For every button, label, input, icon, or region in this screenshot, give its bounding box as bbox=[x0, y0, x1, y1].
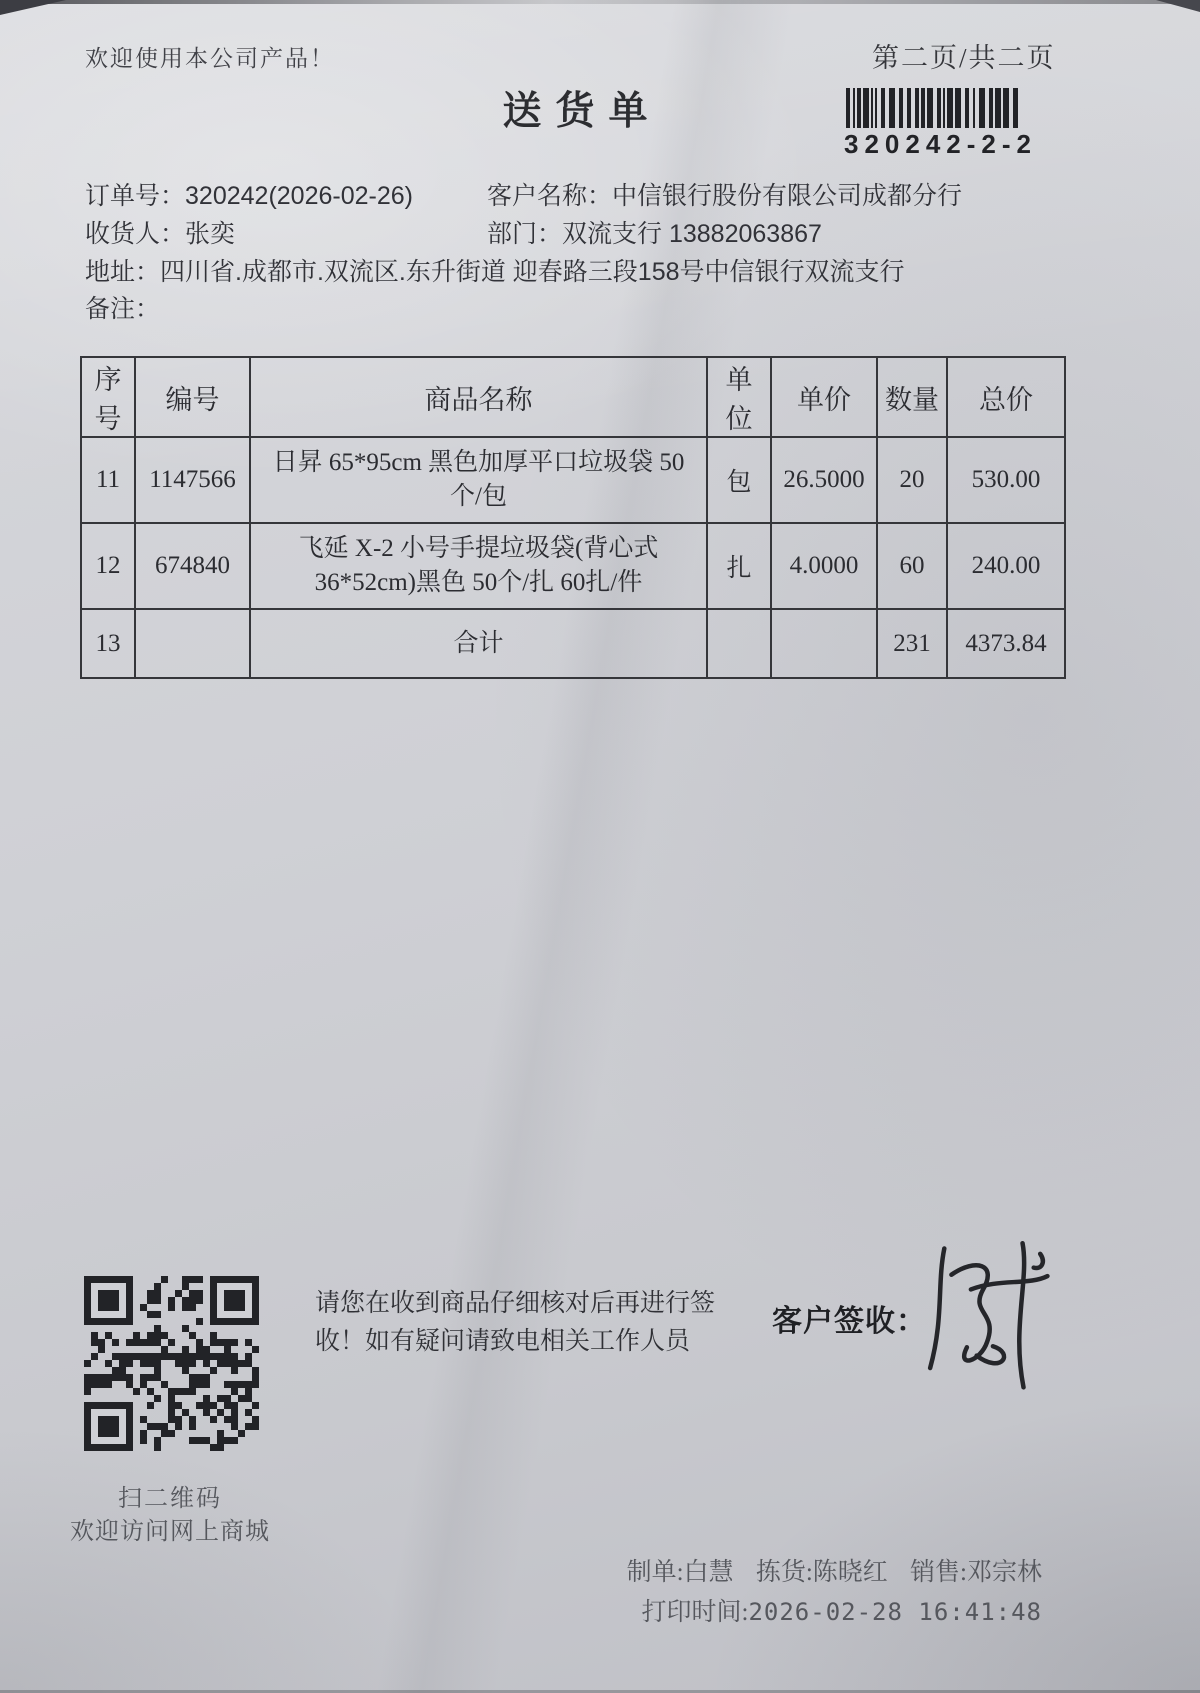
col-header-qty: 数量 bbox=[877, 357, 947, 437]
print-time-label: 打印时间: bbox=[641, 1599, 749, 1626]
picker-text: 拣货:陈晓红 bbox=[755, 1559, 888, 1586]
cell-unit: 包 bbox=[707, 437, 771, 523]
cell-qty: 60 bbox=[877, 523, 947, 609]
department-line bbox=[487, 214, 822, 250]
cell-total: 4373.84 bbox=[947, 609, 1065, 678]
sign-instruction-line1: 请您在收到商品仔细核对后再进行签 bbox=[315, 1289, 716, 1317]
remark-line bbox=[85, 289, 160, 325]
receiver-line bbox=[85, 214, 235, 250]
table-row bbox=[81, 523, 1065, 609]
receiver-label: 收货人： bbox=[85, 220, 186, 248]
cell-qty: 20 bbox=[877, 437, 947, 523]
address-line bbox=[85, 252, 905, 288]
cell-seq: 13 bbox=[81, 609, 135, 678]
sign-instruction bbox=[315, 1284, 735, 1360]
department-value: 双流支行 13882063867 bbox=[562, 220, 822, 248]
order-number-label: 订单号： bbox=[85, 182, 186, 210]
qr-code-icon bbox=[84, 1276, 259, 1451]
address-label: 地址： bbox=[85, 258, 161, 286]
col-header-unit-price: 单价 bbox=[771, 357, 877, 437]
cell-unit-price: 26.5000 bbox=[771, 437, 877, 523]
customer-name-label: 客户名称： bbox=[487, 182, 613, 210]
items-table bbox=[80, 356, 1066, 679]
barcode-number: 320242-2-2 bbox=[844, 129, 1037, 159]
cell-seq: 12 bbox=[81, 523, 135, 609]
cell-unit-price bbox=[771, 609, 877, 678]
cell-unit: 扎 bbox=[707, 523, 771, 609]
footer-staff-line bbox=[600, 1552, 1042, 1588]
receiver-value: 张奕 bbox=[185, 220, 236, 248]
print-time-value: 2026-02-28 16:41:48 bbox=[748, 1598, 1042, 1626]
cell-unit-price: 4.0000 bbox=[771, 523, 877, 609]
maker-text: 制单:白慧 bbox=[626, 1559, 734, 1586]
document-title: 送货单 bbox=[502, 90, 662, 133]
cell-seq: 11 bbox=[81, 437, 135, 523]
sign-instruction-line2: 收！如有疑问请致电相关工作人员 bbox=[315, 1327, 691, 1355]
barcode bbox=[846, 88, 1040, 128]
order-number-line bbox=[85, 176, 413, 212]
footer-print-time-line bbox=[600, 1592, 1042, 1628]
cell-product-name: 飞延 X-2 小号手提垃圾袋(背心式 36*52cm)黑色 50个/扎 60扎/件 bbox=[250, 523, 707, 609]
cell-qty: 231 bbox=[877, 609, 947, 678]
col-header-total: 总价 bbox=[947, 357, 1065, 437]
seller-text: 销售:邓宗林 bbox=[910, 1559, 1042, 1586]
address-value: 四川省.成都市.双流区.东升街道 迎春路三段158号中信银行双流支行 bbox=[160, 258, 905, 286]
col-header-seq: 序号 bbox=[81, 357, 135, 437]
cell-code: 1147566 bbox=[135, 437, 250, 523]
photo-edge-top bbox=[0, 0, 1200, 4]
col-header-code: 编号 bbox=[135, 357, 250, 437]
cell-product-name: 合计 bbox=[250, 609, 707, 678]
customer-sign-label: 客户签收： bbox=[772, 1305, 927, 1338]
table-row-total bbox=[81, 609, 1065, 678]
department-label: 部门： bbox=[487, 220, 563, 248]
remark-label: 备注： bbox=[85, 295, 161, 323]
col-header-unit: 单位 bbox=[707, 357, 771, 437]
cell-code bbox=[135, 609, 250, 678]
cell-total: 530.00 bbox=[947, 437, 1065, 523]
customer-signature bbox=[909, 1235, 1064, 1395]
qr-caption-line2: 欢迎访问网上商城 bbox=[70, 1519, 270, 1545]
table-header-row bbox=[81, 357, 1065, 437]
cell-total: 240.00 bbox=[947, 523, 1065, 609]
qr-caption-line1: 扫二维码 bbox=[118, 1486, 222, 1512]
table-row bbox=[81, 437, 1065, 523]
page-indicator: 第二页/共二页 bbox=[872, 43, 1056, 73]
order-number-value: 320242(2026-02-26) bbox=[185, 182, 413, 210]
welcome-text: 欢迎使用本公司产品！ bbox=[85, 46, 335, 71]
customer-name-value: 中信银行股份有限公司成都分行 bbox=[612, 182, 963, 210]
col-header-product-name: 商品名称 bbox=[250, 357, 707, 437]
cell-code: 674840 bbox=[135, 523, 250, 609]
cell-unit bbox=[707, 609, 771, 678]
cell-product-name: 日昇 65*95cm 黑色加厚平口垃圾袋 50个/包 bbox=[250, 437, 707, 523]
photo-corner-top-left bbox=[0, 0, 66, 15]
customer-name-line bbox=[487, 176, 962, 212]
